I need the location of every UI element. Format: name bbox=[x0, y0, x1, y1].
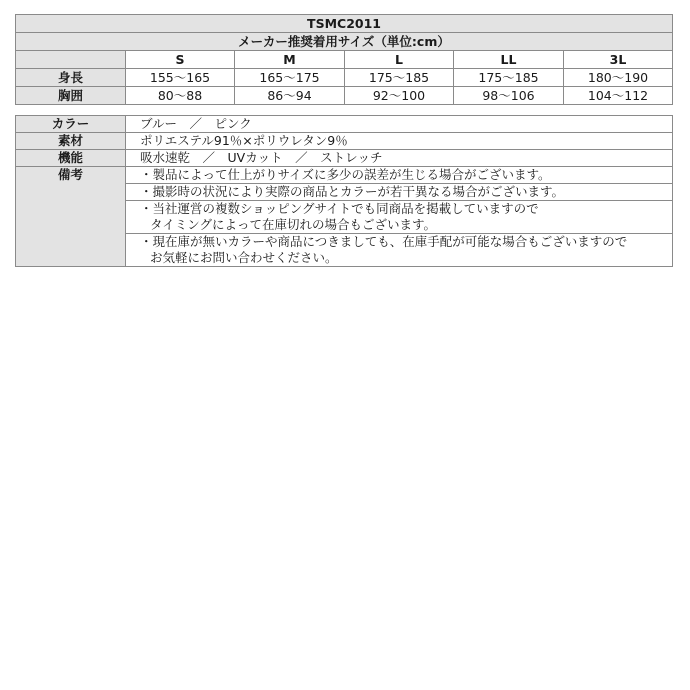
note-line: ・製品によって仕上がりサイズに多少の誤差が生じる場合がございます。 bbox=[140, 167, 551, 182]
function-label: 機能 bbox=[16, 150, 126, 167]
table-cell: 80～88 bbox=[126, 87, 235, 105]
size-header: L bbox=[345, 51, 454, 69]
size-header-blank bbox=[16, 51, 126, 69]
table-cell: 165～175 bbox=[235, 69, 345, 87]
function-value: 吸水速乾 ／ UVカット ／ ストレッチ bbox=[126, 150, 673, 167]
note-item bbox=[126, 167, 673, 184]
color-value: ブルー ／ ピンク bbox=[126, 116, 673, 133]
table-cell: 98～106 bbox=[454, 87, 564, 105]
function-row bbox=[16, 150, 673, 167]
chest-row bbox=[16, 87, 673, 105]
material-value: ポリエステル91％×ポリウレタン9％ bbox=[126, 133, 673, 150]
note-line: ・現在庫が無いカラーや商品につきましても、在庫手配が可能な場合もございますので bbox=[140, 234, 628, 249]
material-row bbox=[16, 133, 673, 150]
size-header: 3L bbox=[564, 51, 673, 69]
notes-label: 備考 bbox=[16, 167, 126, 267]
note-line: ・撮影時の状況により実際の商品とカラーが若干異なる場合がございます。 bbox=[140, 184, 565, 199]
note-item bbox=[126, 184, 673, 201]
table-cell: 175～185 bbox=[454, 69, 564, 87]
note-line: お気軽にお問い合わせください。 bbox=[150, 250, 338, 265]
row-label: 胸囲 bbox=[16, 87, 126, 105]
color-label: カラー bbox=[16, 116, 126, 133]
table-cell: 92～100 bbox=[345, 87, 454, 105]
note-item bbox=[126, 234, 673, 267]
size-table bbox=[15, 14, 673, 105]
size-header: LL bbox=[454, 51, 564, 69]
size-table-subtitle: メーカー推奨着用サイズ（単位:cm） bbox=[16, 33, 673, 51]
size-header: M bbox=[235, 51, 345, 69]
info-table bbox=[15, 115, 673, 267]
material-label: 素材 bbox=[16, 133, 126, 150]
table-cell: 104～112 bbox=[564, 87, 673, 105]
table-cell: 155～165 bbox=[126, 69, 235, 87]
size-header: S bbox=[126, 51, 235, 69]
note-line: ・当社運営の複数ショッピングサイトでも同商品を掲載していますので bbox=[140, 201, 539, 216]
row-label: 身長 bbox=[16, 69, 126, 87]
table-cell: 86～94 bbox=[235, 87, 345, 105]
note-item bbox=[126, 201, 673, 234]
color-row bbox=[16, 116, 673, 133]
table-cell: 180～190 bbox=[564, 69, 673, 87]
product-code: TSMC2011 bbox=[16, 15, 673, 33]
table-cell: 175～185 bbox=[345, 69, 454, 87]
notes-row bbox=[16, 167, 673, 184]
size-header-row bbox=[16, 51, 673, 69]
height-row bbox=[16, 69, 673, 87]
note-line: タイミングによって在庫切れの場合もございます。 bbox=[150, 217, 437, 232]
